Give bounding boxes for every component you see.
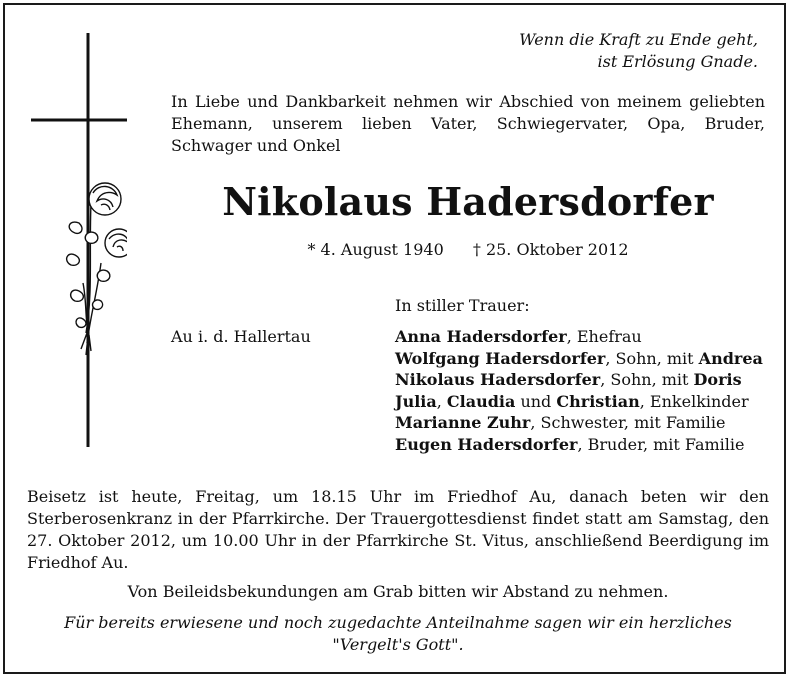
birth-date: * 4. August 1940 (307, 240, 444, 259)
obituary-notice (3, 3, 786, 674)
condolence-request: Von Beileidsbekundungen am Grab bitten wir Abstand zu nehmen. (127, 582, 669, 601)
mourner-line: Wolfgang Hadersdorfer, Sohn, mit Andrea (395, 348, 763, 368)
cross-with-roses (31, 33, 127, 448)
death-date: † 25. Oktober 2012 (472, 240, 629, 259)
motto (519, 29, 758, 73)
mourner-line: Nikolaus Hadersdorfer, Sohn, mit Doris (395, 370, 742, 389)
deceased-name: Nikolaus Hadersdorfer (222, 179, 714, 224)
life-dates (171, 239, 765, 261)
intro-text: In Liebe und Dankbarkeit nehmen wir Abschied von meinem geliebten Ehemann, unserem lieben Vater, Schwiegervater, Opa, Bruder, Schwager und Onkel (171, 92, 765, 155)
mourners-list (395, 326, 763, 455)
place-name: Au i. d. Hallertau (171, 327, 311, 346)
mourner-line: Marianne Zuhr, Schwester, mit Familie (395, 413, 726, 432)
mourner-line: Eugen Hadersdorfer, Bruder, mit Familie (395, 434, 745, 454)
thanks-line: Für bereits erwiesene und noch zugedachte Anteilnahme sagen wir ein herzliches (64, 613, 732, 632)
cross-icon (31, 33, 127, 448)
mourner-line: Julia, Claudia und Christian, Enkelkinder (395, 391, 749, 411)
rose-branch-icon (67, 183, 127, 355)
motto-line: Wenn die Kraft zu Ende geht, (519, 30, 758, 49)
motto-line: ist Erlösung Gnade. (597, 52, 758, 71)
thanks-line: "Vergelt's Gott". (332, 635, 464, 654)
funeral-details: Beisetz ist heute, Freitag, um 18.15 Uhr im Friedhof Au, danach beten wir den Sterberosenkranz in der Pfarrkirche. Der Trauergottesdienst findet statt am Samstag, den 27. Oktober 2012, um 10.00 Uhr in der Pfarrkirche St. Vitus, anschließend Beerdigung im Friedhof Au. (27, 487, 769, 572)
thanks-note (27, 612, 769, 656)
mourner-line: Anna Hadersdorfer, Ehefrau (395, 327, 642, 346)
mourning-heading: In stiller Trauer: (395, 296, 530, 315)
